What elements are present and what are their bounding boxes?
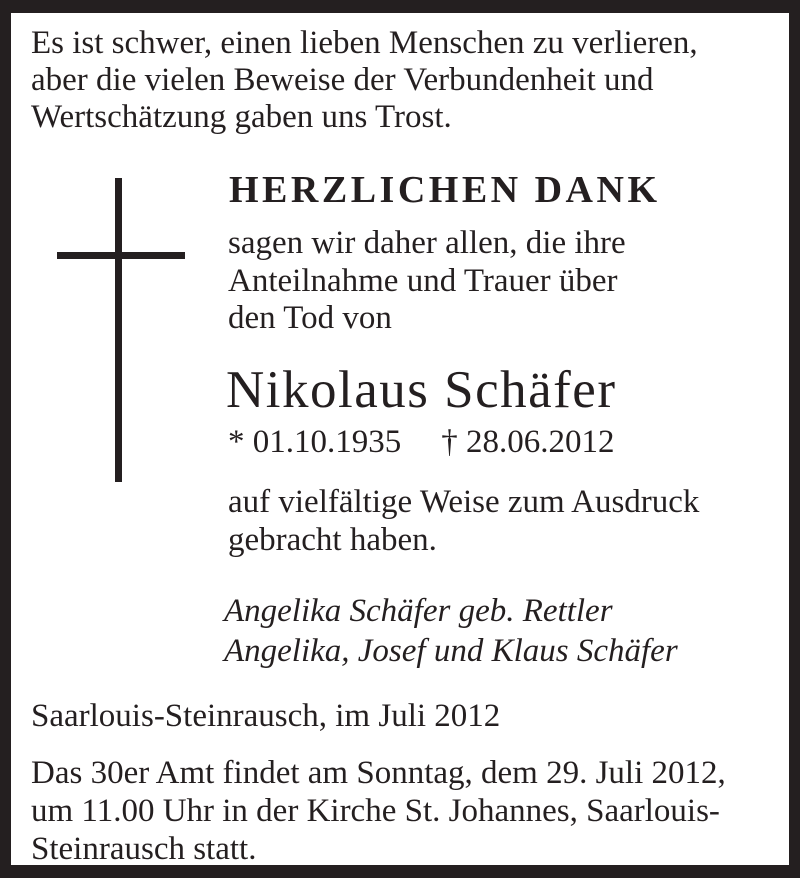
thanks-line: Anteilnahme und Trauer über — [228, 262, 618, 299]
family-signatures — [224, 591, 678, 671]
intro-paragraph — [31, 25, 698, 136]
closing-paragraph — [228, 483, 699, 559]
thanks-line: den Tod von — [228, 300, 392, 336]
intro-line: Wertschätzung gaben uns Trost. — [31, 99, 452, 135]
place-date-line: Saarlouis-Steinrausch, im Juli 2012 — [31, 698, 501, 734]
intro-line: aber die vielen Beweise der Verbundenheit und — [31, 62, 654, 98]
cross-horizontal-bar — [57, 252, 185, 259]
cross-vertical-bar — [115, 178, 122, 482]
frame-top-border — [0, 0, 800, 13]
service-announcement — [31, 754, 726, 868]
life-dates — [228, 424, 615, 460]
frame-left-border — [0, 0, 11, 878]
intro-line: Es ist schwer, einen lieben Menschen zu verlieren, — [31, 25, 698, 61]
service-line: Steinrausch statt. — [31, 831, 257, 867]
birth-date: * 01.10.1935 — [228, 424, 402, 460]
family-signature-line: Angelika, Josef und Klaus Schäfer — [224, 633, 678, 669]
family-signature-line: Angelika Schäfer geb. Rettler — [224, 593, 613, 629]
closing-line: gebracht haben. — [228, 522, 437, 558]
deceased-name: Nikolaus Schäfer — [226, 361, 617, 419]
frame-right-border — [789, 0, 800, 878]
thank-you-heading: HERZLICHEN DANK — [229, 169, 661, 211]
service-line: um 11.00 Uhr in der Kirche St. Johannes, Saarlouis- — [31, 793, 720, 829]
closing-line: auf vielfältige Weise zum Ausdruck — [228, 484, 700, 520]
thanks-line: sagen wir daher allen, die ihre — [228, 225, 626, 261]
death-date: † 28.06.2012 — [441, 424, 615, 460]
thanks-paragraph — [228, 225, 626, 338]
service-line: Das 30er Amt findet am Sonntag, dem 29. Juli 2012, — [31, 755, 726, 791]
